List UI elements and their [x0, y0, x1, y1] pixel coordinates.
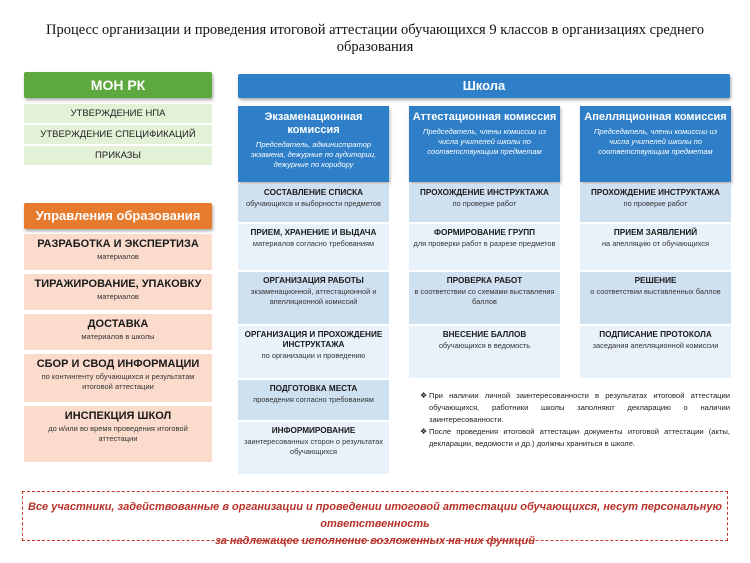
commission-desc: Председатель, администратор экзамена, дежурные по аудитории, дежурные по коридору — [250, 140, 377, 169]
cell-sub: заинтересованных сторон о результатах обучающихся — [244, 437, 383, 456]
cell-sub: обучающихся и выборности предметов — [246, 199, 381, 208]
mon-item: ПРИКАЗЫ — [24, 146, 212, 165]
cell-title: СОСТАВЛЕНИЕ СПИСКА — [263, 188, 364, 197]
uo-item-title: ТИРАЖИРОВАНИЕ, УПАКОВКУ — [34, 278, 202, 290]
cell-title: ФОРМИРОВАНИЕ ГРУПП — [434, 228, 535, 237]
diamond-bullet-icon: ❖ — [420, 427, 428, 436]
uo-item-title: ДОСТАВКА — [87, 318, 149, 330]
attestation-cell — [409, 272, 560, 324]
cell-title: ОРГАНИЗАЦИЯ РАБОТЫ — [263, 276, 364, 285]
attestation-cell — [409, 326, 560, 378]
attestation-commission-column — [409, 106, 560, 182]
attestation-cell — [409, 184, 560, 222]
uo-item — [24, 314, 212, 350]
note-item — [420, 426, 730, 450]
exam-cell — [238, 184, 389, 222]
cell-title: ПОДПИСАНИЕ ПРОТОКОЛА — [599, 330, 712, 339]
uo-item-title: СБОР И СВОД ИНФОРМАЦИИ — [36, 358, 200, 370]
commission-name: Апелляционная комиссия — [584, 111, 727, 123]
exam-commission-header — [238, 106, 389, 182]
cell-sub: по проверке работ — [623, 199, 688, 208]
exam-cell — [238, 272, 389, 324]
appeal-cell — [580, 224, 731, 270]
commission-desc: Председатель, члены комиссии из числа учителей школы по соответствующим предметам — [593, 127, 718, 156]
uo-item — [24, 234, 212, 270]
cell-sub: на апелляцию от обучающихся — [601, 239, 710, 248]
exam-cell — [238, 326, 389, 378]
cell-sub: проведения согласно требованиям — [253, 395, 374, 404]
appeal-cell — [580, 272, 731, 324]
cell-title: ПОДГОТОВКА МЕСТА — [269, 384, 358, 393]
exam-commission-column — [238, 106, 389, 182]
uo-item-sub: по контингенту обучающихся и результатам итоговой аттестации — [41, 372, 195, 391]
uo-item — [24, 354, 212, 402]
uo-item — [24, 406, 212, 462]
appeal-commission-header — [580, 106, 731, 182]
cell-title: ВНЕСЕНИЕ БАЛЛОВ — [442, 330, 527, 339]
note-text: При наличии личной заинтересованности в результатах итоговой аттестации обучающихся, работники школы заполняют декларацию о наличии заинтересованности. — [429, 391, 730, 424]
commission-name: Экзаменационная комиссия — [264, 111, 363, 136]
responsibility-footer — [22, 491, 728, 547]
exam-cell — [238, 224, 389, 270]
page-title-line2: образования — [336, 39, 414, 55]
cell-title: ПРОХОЖДЕНИЕ ИНСТРУКТАЖА — [420, 188, 549, 197]
appeal-cell — [580, 326, 731, 378]
uo-item-sub: материалов — [97, 292, 139, 301]
note-item — [420, 390, 730, 426]
uo-item-sub: материалов — [97, 252, 139, 261]
commission-name: Аттестационная комиссия — [412, 111, 557, 123]
cell-sub: о соответствии выставленных баллов — [590, 287, 721, 296]
school-header: Школа — [238, 74, 730, 98]
cell-sub: обучающихся в ведомость — [438, 341, 531, 350]
exam-cell — [238, 380, 389, 420]
cell-title: ИНФОРМИРОВАНИЕ — [271, 426, 356, 435]
cell-title: ОРГАНИЗАЦИЯ И ПРОХОЖДЕНИЕ ИНСТРУКТАЖА — [244, 330, 383, 349]
page-title — [20, 22, 730, 56]
mon-header: МОН РК — [24, 72, 212, 98]
notes — [420, 390, 730, 450]
uo-item-sub: до и/или во время проведения итоговой аттестации — [48, 424, 188, 443]
exam-cell — [238, 422, 389, 474]
cell-title: ПРИЕМ, ХРАНЕНИЕ И ВЫДАЧА — [250, 228, 377, 237]
cell-sub: в соответствии со схемами выставления баллов — [414, 287, 555, 306]
mon-item: УТВЕРЖДЕНИЕ НПА — [24, 104, 212, 123]
cell-sub: для проверки работ в разрезе предметов — [413, 239, 556, 248]
mon-item: УТВЕРЖДЕНИЕ СПЕЦИФИКАЦИЙ — [24, 125, 212, 144]
cell-sub: по проверке работ — [452, 199, 517, 208]
cell-title: ПРОХОЖДЕНИЕ ИНСТРУКТАЖА — [591, 188, 720, 197]
page-title-line1: Процесс организации и проведения итоговой аттестации обучающихся 9 классов в организациях среднего — [46, 22, 704, 38]
cell-sub: заседания апелляционной комиссии — [592, 341, 719, 350]
footer-line1: Все участники, задействованные в организации и проведении итоговой аттестации обучающихся, несут персональную ответственность — [27, 501, 723, 530]
uo-item-title: ИНСПЕКЦИЯ ШКОЛ — [64, 410, 172, 422]
uo-header: Управления образования — [24, 203, 212, 229]
appeal-commission-column — [580, 106, 731, 182]
cell-title: ПРОВЕРКА РАБОТ — [446, 276, 523, 285]
cell-sub: экзаменационной, аттестационной и апелляционной комиссий — [250, 287, 377, 306]
appeal-cell — [580, 184, 731, 222]
uo-item-title: РАЗРАБОТКА И ЭКСПЕРТИЗА — [37, 238, 199, 250]
attestation-cell — [409, 224, 560, 270]
commission-desc: Председатель, члены комиссии из числа учителей школы по соответствующим предметам — [422, 127, 547, 156]
uo-item — [24, 274, 212, 310]
attestation-commission-header — [409, 106, 560, 182]
cell-title: РЕШЕНИЕ — [634, 276, 677, 285]
note-text: После проведения итоговой аттестации документы итоговой аттестации (акты, декларации, ведомости и др.) должны храниться в школе. — [429, 427, 730, 448]
uo-item-sub: материалов в школы — [81, 332, 155, 341]
cell-sub: материалов согласно требованиям — [252, 239, 375, 248]
diamond-bullet-icon: ❖ — [420, 391, 428, 400]
footer-line2: за надлежащее исполнение возложенных на них функций — [215, 535, 535, 547]
cell-sub: по организации и проведению — [261, 351, 366, 360]
cell-title: ПРИЕМ ЗАЯВЛЕНИЙ — [613, 228, 698, 237]
